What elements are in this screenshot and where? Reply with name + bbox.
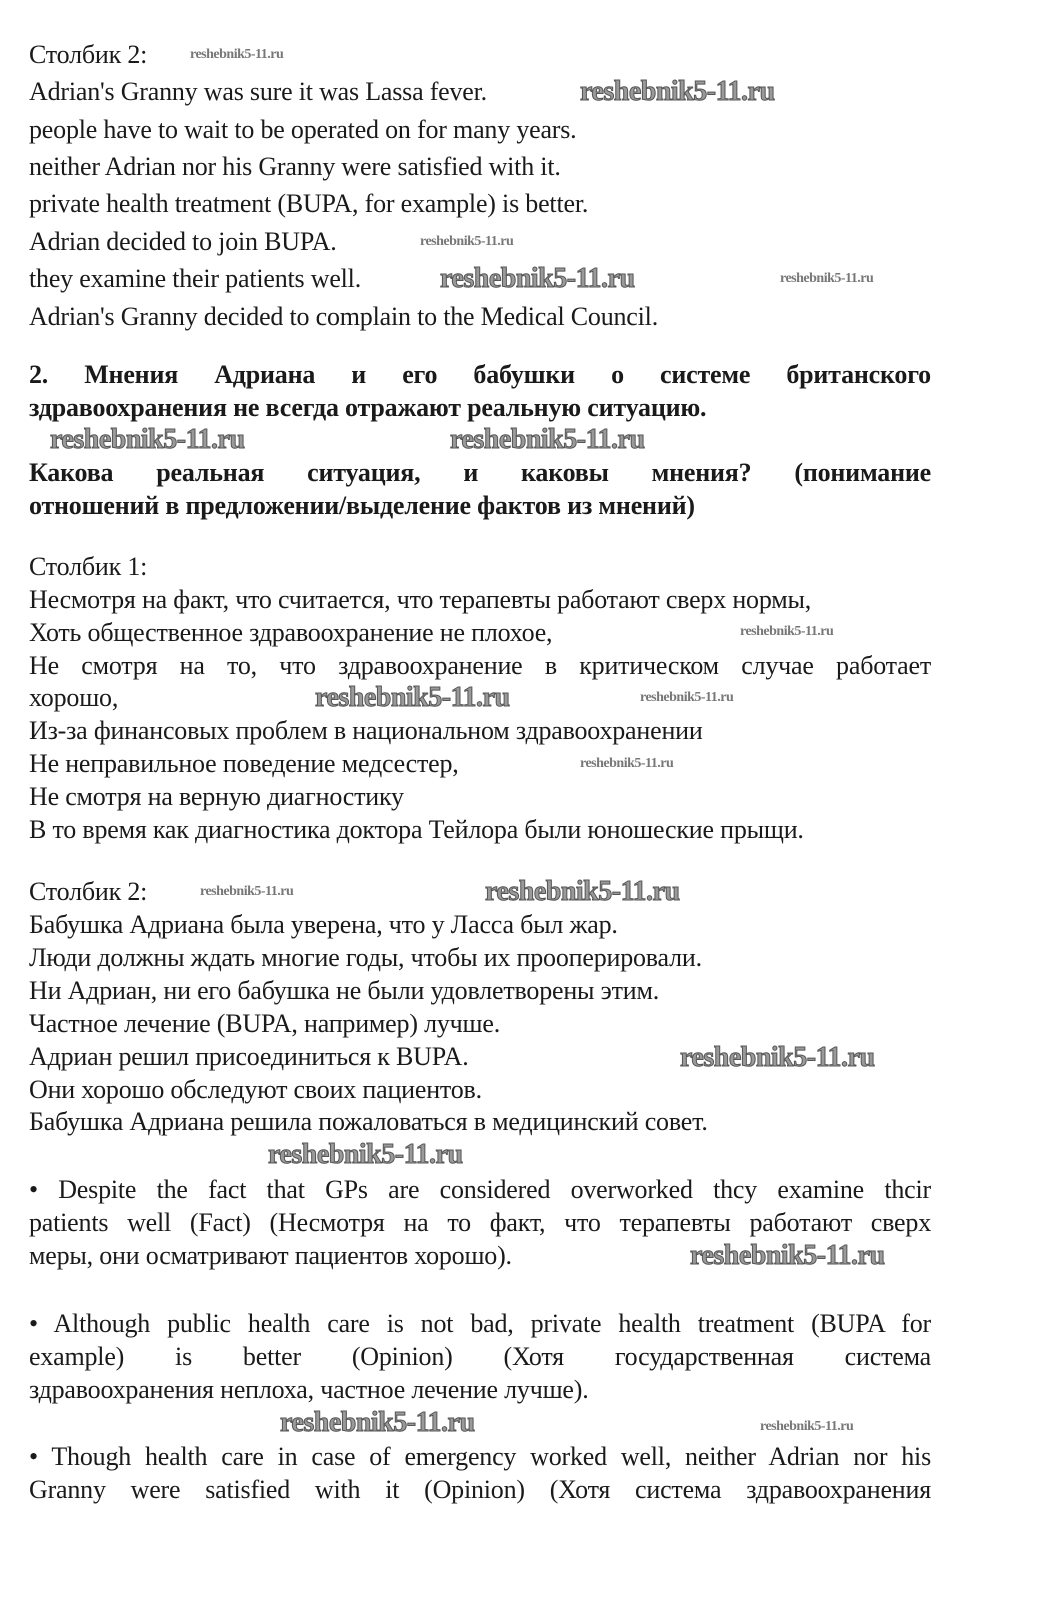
text-line: Частное лечение (BUPA, например) лучше. [29,1009,500,1038]
watermark: reshebnik5-11.ru [315,682,510,713]
column2-heading: Столбик 2: [29,877,148,906]
text-line: Adrian's Granny was sure it was Lassa fever. [29,77,487,106]
watermark: reshebnik5-11.ru [280,1407,475,1438]
text-line: Люди должны ждать многие годы, чтобы их прооперировали. [29,943,702,972]
column1-heading: Столбик 1: [29,552,148,581]
watermark: reshebnik5-11.ru [485,876,680,907]
bullet-line: меры, они осматривают пациентов хорошо). [29,1241,512,1270]
watermark: reshebnik5-11.ru [450,424,645,455]
text-line: Бабушка Адриана была уверена, что у Ласса был жар. [29,910,618,939]
watermark: reshebnik5-11.ru [580,756,674,771]
bullet-line: example) is better (Opinion) (Хотя государственная система [29,1342,931,1371]
section-heading: Столбик 2: [29,40,148,69]
bullet-line: • Despite the fact that GPs are considered overworked thcy examine thcir [29,1175,931,1204]
watermark: reshebnik5-11.ru [580,76,775,107]
watermark: reshebnik5-11.ru [268,1139,463,1170]
text-line: Бабушка Адриана решила пожаловаться в медицинский совет. [29,1107,708,1136]
task-title-line: Какова реальная ситуация, и каковы мнения? (понимание [29,458,931,487]
watermark: reshebnik5-11.ru [190,47,284,62]
text-line: Несмотря на факт, что считается, что терапевты работают сверх нормы, [29,585,812,614]
text-line: Не смотря на верную диагностику [29,782,404,811]
text-line: Не неправильное поведение медсестер, [29,749,459,778]
text-line: they examine their patients well. [29,264,362,293]
watermark: reshebnik5-11.ru [760,1419,854,1434]
text-line: Не смотря на то, что здравоохранение в критическом случае работает [29,651,931,680]
task-title-line: отношений в предложении/выделение фактов из мнений) [29,491,695,520]
text-line: В то время как диагностика доктора Тейлора были юношеские прыщи. [29,815,804,844]
watermark: reshebnik5-11.ru [740,624,834,639]
text-line: Ни Адриан, ни его бабушка не были удовлетворены этим. [29,976,660,1005]
watermark: reshebnik5-11.ru [640,690,734,705]
bullet-line: здравоохранения неплоха, частное лечение лучше). [29,1375,589,1404]
text-line: Хоть общественное здравоохранение не плохое, [29,618,553,647]
task-title-line: здравоохранения не всегда отражают реальную ситуацию. [29,393,707,422]
bullet-line: Granny were satisfied with it (Opinion) (Хотя система здравоохранения [29,1475,931,1504]
text-line: Из-за финансовых проблем в национальном здравоохранении [29,716,703,745]
watermark: reshebnik5-11.ru [200,884,294,899]
watermark: reshebnik5-11.ru [690,1240,885,1271]
watermark: reshebnik5-11.ru [440,263,635,294]
text-line: Они хорошо обследуют своих пациентов. [29,1075,482,1104]
bullet-line: patients well (Fact) (Несмотря на то факт, что терапевты работают сверх [29,1208,931,1237]
text-line: Адриан решил присоединиться к BUPA. [29,1042,469,1071]
watermark: reshebnik5-11.ru [420,234,514,249]
watermark: reshebnik5-11.ru [50,424,245,455]
text-line: neither Adrian nor his Granny were satisfied with it. [29,152,561,181]
text-line: Adrian decided to join BUPA. [29,227,337,256]
bullet-line: • Though health care in case of emergency worked well, neither Adrian nor his [29,1442,931,1471]
text-line: хорошо, [29,683,119,712]
text-line: private health treatment (BUPA, for example) is better. [29,189,589,218]
text-line: people have to wait to be operated on for many years. [29,115,577,144]
watermark: reshebnik5-11.ru [680,1042,875,1073]
text-line: Adrian's Granny decided to complain to the Medical Council. [29,302,658,331]
watermark: reshebnik5-11.ru [780,271,874,286]
task-title-line: 2. Мнения Адриана и его бабушки о системе британского [29,360,931,389]
bullet-line: • Although public health care is not bad, private health treatment (BUPA for [29,1309,931,1338]
